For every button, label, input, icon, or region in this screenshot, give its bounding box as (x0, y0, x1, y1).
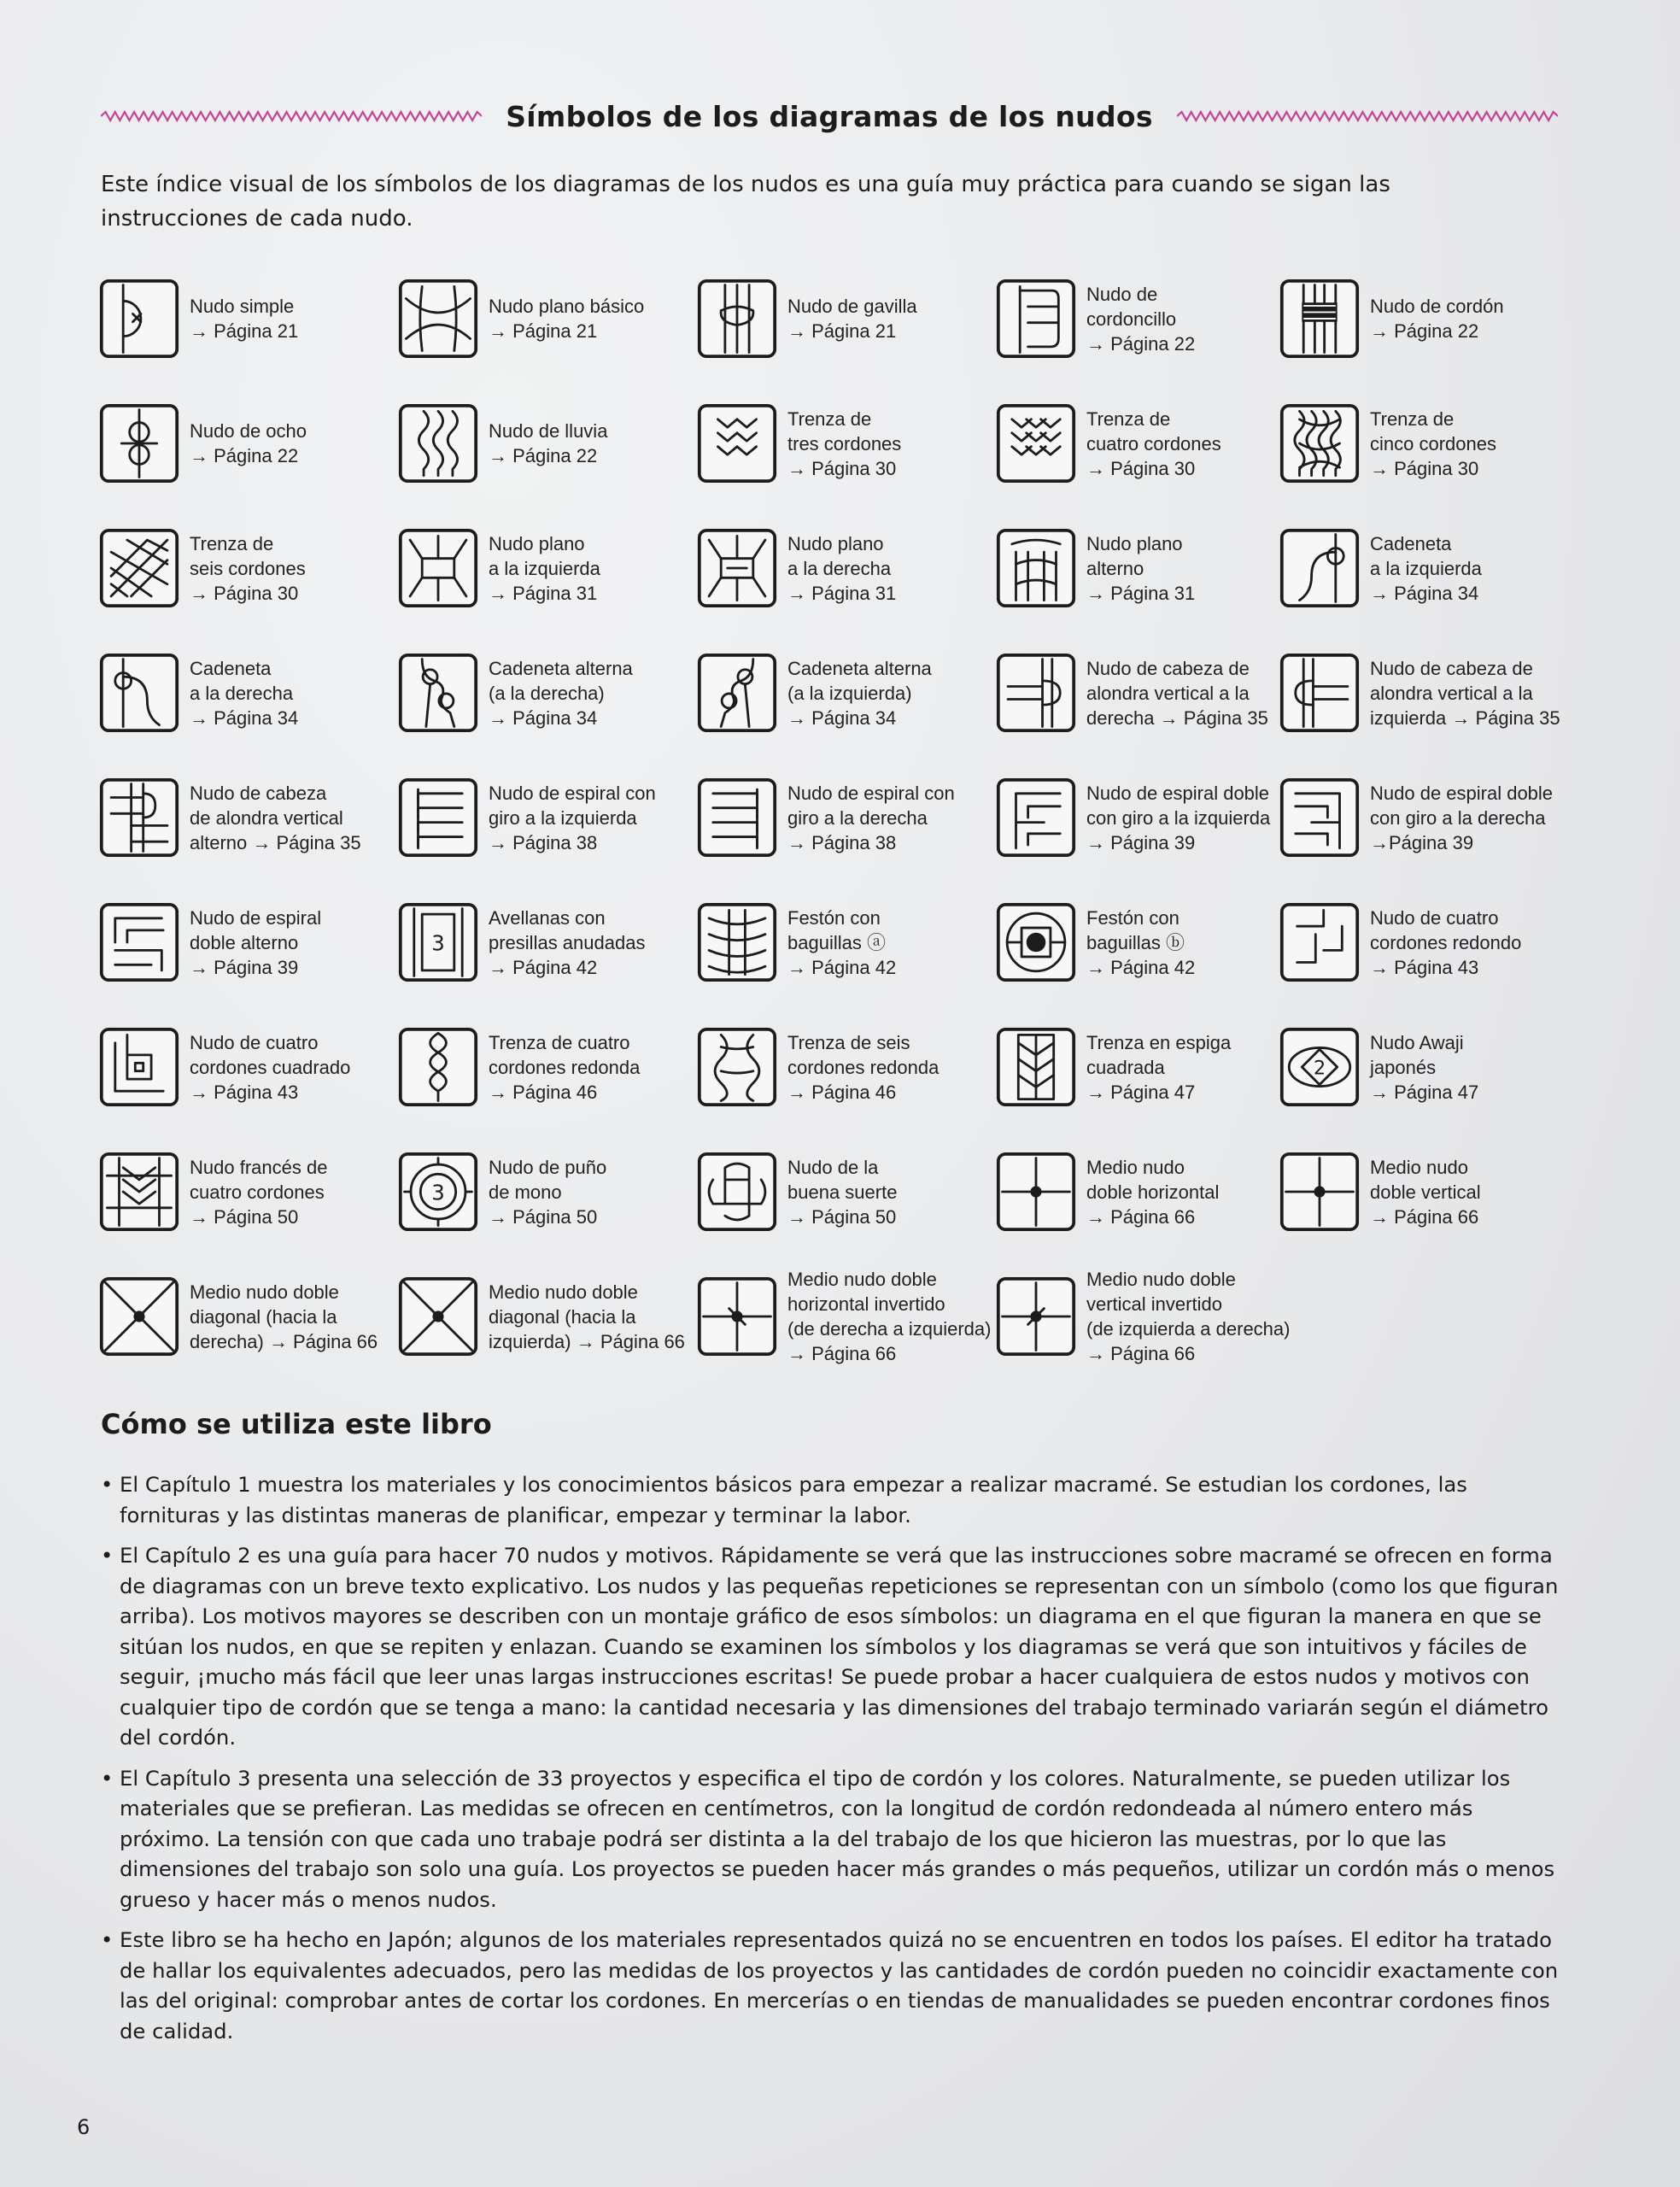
symbol-label-line: Nudo plano básico (489, 296, 645, 317)
symbol-label-line: → Página 66 (1370, 1205, 1479, 1228)
symbol-entry-alondra-izquierda (1279, 646, 1570, 740)
symbol-label-line: cuatro cordones (190, 1181, 325, 1203)
symbol-label-line: Trenza de cuatro (489, 1031, 630, 1053)
symbol-label-line: Trenza en espiga (1086, 1031, 1232, 1053)
symbol-label (489, 1280, 685, 1354)
symbol-label-line: seis cordones (190, 557, 306, 579)
section-heading: Cómo se utiliza este libro (101, 1408, 492, 1440)
espiral-doble-derecha-icon (1279, 777, 1360, 858)
espiral-doble-alterno-icon (99, 902, 179, 982)
symbol-label-line: Nudo de puño (489, 1156, 607, 1178)
symbol-entry-nudo-lluvia (398, 396, 688, 490)
symbol-label-line: → Página 34 (787, 707, 897, 729)
symbol-label (1086, 1030, 1231, 1105)
symbol-label (1086, 531, 1195, 606)
symbol-label-line: Nudo de cabeza de (1370, 657, 1533, 679)
symbol-label-line: Cadeneta alterna (787, 657, 932, 679)
symbol-label-line: → Página 47 (1086, 1081, 1196, 1103)
symbol-entry-trenza-seis-redonda (697, 1020, 987, 1114)
symbol-label (190, 656, 298, 730)
symbol-label (489, 419, 607, 468)
symbol-label-line: → Página 21 (489, 320, 598, 342)
symbol-label-line: Cadeneta (1370, 532, 1452, 554)
symbol-label-line: Nudo de espiral con (787, 782, 955, 804)
symbol-label-line: Nudo de cordón (1370, 296, 1504, 317)
symbol-label-line: → Página 66 (1086, 1343, 1196, 1364)
symbol-label-line: → Página 22 (1086, 332, 1196, 355)
page-header (101, 92, 1558, 140)
symbol-label-line: a la derecha (787, 557, 892, 579)
symbol-label-line: diagonal (hacia la (190, 1305, 337, 1328)
symbol-label (1086, 656, 1268, 730)
buena-suerte-icon (697, 1152, 777, 1232)
symbol-label (787, 1155, 897, 1229)
symbol-label-line: Cadeneta alterna (489, 657, 633, 679)
symbol-label-line: Trenza de seis (787, 1031, 910, 1053)
symbol-label-line: alondra vertical a la (1370, 682, 1533, 704)
symbol-label-line: presillas anudadas (489, 931, 646, 953)
alondra-alterno-icon (99, 777, 179, 858)
symbol-label-line: Nudo de espiral doble (1086, 782, 1270, 804)
symbol-label-line: izquierda → Página 35 (1370, 707, 1560, 729)
symbol-label (190, 906, 321, 980)
symbol-label (1086, 906, 1195, 980)
symbol-label (787, 407, 901, 481)
symbol-entry-trenza-seis (99, 521, 389, 615)
symbol-label-line: vertical invertido (1086, 1293, 1222, 1315)
usage-bullet-list (101, 1469, 1570, 2056)
symbol-label-line: → Página 43 (1370, 956, 1479, 978)
symbol-label-line: → Página 39 (190, 956, 299, 978)
bullet-chapter-2: • El Capítulo 2 es una guía para hacer 70 nudos y motivos. Rápidamente se verá que las instrucciones sobre macramé se ofrecen en forma de diagramas con un breve texto explicativo. Los nudos y las pequeñas repeticiones se representan con un símbolo (como los que figuran arriba). Los motivos mayores se describen con un montaje gráfico de esos símbolos: un diagrama en el que figuran la manera en que se sitúan los nudos, en que se repiten y enlazan. Cuando se examinen los símbolos y los diagramas se verá que son intuitivos y fáciles de seguir, ¡mucho más fácil que leer unas largas instrucciones escritas! Se puede probar a hacer cualquiera de estos nudos y motivos con cualquier tipo de cordón que se tenga a mano: la cantidad necesaria y las dimensiones del trabajo terminado variarán según el diámetro del cordón. (101, 1540, 1570, 1753)
symbol-label-line: → Página 38 (787, 831, 897, 853)
symbol-entry-nudo-simple (99, 272, 389, 366)
trenza-seis-redonda-icon (697, 1027, 777, 1107)
bullet-chapter-3: • El Capítulo 3 presenta una selección de 33 proyectos y especifica el tipo de cordón y los colores. Naturalmente, se pueden utilizar los materiales que se prefieran. Las medidas se ofrecen en centímetros, con la longitud de cordón redondeada al número entero más próximo. La tensión con que cada uno trabaje podrá ser distinta a la del trabajo de los que hicieron las muestras, por lo que las dimensiones del trabajo son solo una guía. Los proyectos se pueden hacer más grandes o más pequeños, utilizar un cordón más o menos grueso y hacer más o menos nudos. (101, 1763, 1570, 1915)
alondra-izquierda-icon (1279, 653, 1360, 733)
symbol-label-line: de mono (489, 1181, 562, 1203)
symbol-label-line: → Página 47 (1370, 1081, 1479, 1103)
symbol-label-line: → Página 42 (1086, 956, 1196, 978)
symbol-label (489, 906, 645, 980)
symbol-entry-nudo-gavilla (697, 272, 987, 366)
symbol-label-line: → Página 22 (489, 445, 598, 466)
symbol-label-line: giro a la izquierda (489, 806, 637, 829)
symbol-label-line: cordones redonda (489, 1056, 641, 1078)
symbol-label-line: Medio nudo doble (787, 1269, 937, 1290)
symbol-label (787, 531, 896, 606)
nudo-plano-basico-icon (398, 279, 478, 359)
symbol-entry-medio-horizontal (996, 1145, 1286, 1239)
horizontal-invertido-icon (697, 1276, 777, 1357)
symbol-label-line: Medio nudo (1086, 1156, 1185, 1178)
symbol-label-line: Nudo de espiral (190, 906, 322, 929)
symbol-label-line: Festón con (787, 906, 881, 929)
symbol-entry-alondra-derecha (996, 646, 1286, 740)
symbol-label-line: de alondra vertical (190, 806, 343, 829)
symbol-entry-avellanas (398, 895, 688, 989)
avellanas-icon (398, 902, 478, 982)
symbol-entry-espiral-doble-derecha (1279, 771, 1570, 865)
symbol-label-line: Trenza de (1086, 407, 1171, 430)
trenza-seis-icon (99, 528, 179, 608)
bullet-materials-note: • Este libro se ha hecho en Japón; algunos de los materiales representados quizá no se encuentren en todos los países. El editor ha tratado de hallar los equivalentes adecuados, pero las medidas de los proyectos y las cantidades de cordón pueden no coincidir exactamente con las del original: comprobar antes de cortar los cordones. En mercerías o en tiendas de manualidades se pueden encontrar cordones finos de calidad. (101, 1925, 1570, 2046)
page-number: 6 (77, 2115, 91, 2139)
symbol-entry-trenza-cinco (1279, 396, 1570, 490)
symbol-label-line: con giro a la derecha (1370, 806, 1546, 829)
nudo-cordoncillo-icon (996, 279, 1076, 359)
symbol-label-line: cuatro cordones (1086, 432, 1221, 454)
symbol-label-line: → Página 50 (489, 1205, 598, 1228)
puno-mono-icon (398, 1152, 478, 1232)
symbol-label-line: → Página 31 (1086, 582, 1196, 604)
symbol-label-line: → Página 34 (489, 707, 598, 729)
symbol-entry-medio-vertical (1279, 1145, 1570, 1239)
symbol-entry-trenza-cuatro-redonda (398, 1020, 688, 1114)
symbol-label-line: → Página 46 (489, 1081, 598, 1103)
symbol-entry-cuatro-cuadrado (99, 1020, 389, 1114)
symbol-label-line: → Página 42 (787, 956, 897, 978)
symbol-label-line: → Página 30 (190, 582, 299, 604)
nudo-ocho-icon (99, 403, 179, 484)
symbol-entry-nudo-cordoncillo (996, 272, 1286, 366)
symbol-entry-cuatro-redondo (1279, 895, 1570, 989)
symbol-entry-alondra-alterno (99, 771, 389, 865)
symbol-label-line: doble vertical (1370, 1181, 1481, 1203)
symbol-label (1370, 1030, 1478, 1105)
symbol-label-line: baguillas ⓐ (787, 931, 886, 953)
symbol-entry-feston-b (996, 895, 1286, 989)
symbol-label-line: derecha → Página 35 (1086, 707, 1268, 729)
symbol-label-line: Nudo plano (787, 532, 884, 554)
cadeneta-derecha-icon (99, 653, 179, 733)
symbol-label-line: → Página 50 (787, 1205, 897, 1228)
symbol-entry-plano-alterno (996, 521, 1286, 615)
trenza-cinco-icon (1279, 403, 1360, 484)
symbol-label-line: Medio nudo (1370, 1156, 1468, 1178)
symbol-label (489, 531, 600, 606)
plano-izquierda-icon (398, 528, 478, 608)
symbol-label (1370, 656, 1560, 730)
espiral-izquierda-icon (398, 777, 478, 858)
symbol-label (1086, 407, 1221, 481)
nudo-gavilla-icon (697, 279, 777, 359)
symbol-label-line: baguillas ⓑ (1086, 931, 1185, 953)
symbol-entry-frances-cuatro (99, 1145, 389, 1239)
symbol-label-line: → Página 22 (1370, 320, 1479, 342)
symbol-entry-plano-izquierda (398, 521, 688, 615)
symbol-entry-espiral-derecha (697, 771, 987, 865)
symbol-label-line: buena suerte (787, 1181, 898, 1203)
symbol-label-line: Nudo plano (489, 532, 585, 554)
espiga-cuadrada-icon (996, 1027, 1076, 1107)
symbol-label-line: Nudo plano (1086, 532, 1183, 554)
symbol-label-line: alterno → Página 35 (190, 831, 361, 853)
symbol-label (1370, 781, 1553, 855)
symbol-label-line: cinco cordones (1370, 432, 1496, 454)
symbol-label (489, 781, 656, 855)
symbol-label-line: → Página 66 (787, 1343, 897, 1364)
symbol-label (1370, 294, 1504, 343)
symbol-label (489, 656, 633, 730)
symbol-label (1370, 407, 1496, 481)
symbol-label (190, 419, 307, 468)
symbol-label-line: tres cordones (787, 432, 902, 454)
symbol-label-line: Nudo de cuatro (1370, 906, 1499, 929)
symbol-label (190, 531, 306, 606)
symbol-entry-diagonal-izquierda (398, 1269, 688, 1363)
cadeneta-alterna-derecha-icon (398, 653, 478, 733)
symbol-label (787, 656, 932, 730)
symbol-label-line: (a la izquierda) (787, 682, 912, 704)
symbol-label-line: Trenza de (1370, 407, 1455, 430)
symbol-label-line: → Página 22 (190, 445, 299, 466)
decorative-zigzag-right (1177, 109, 1558, 123)
svg-text:2: 2 (1313, 1057, 1326, 1080)
frances-cuatro-icon (99, 1152, 179, 1232)
symbol-label-line: diagonal (hacia la (489, 1305, 636, 1328)
symbol-entry-nudo-plano-basico (398, 272, 688, 366)
diagonal-izquierda-icon (398, 1276, 478, 1357)
symbol-label-line: horizontal invertido (787, 1293, 945, 1315)
symbol-label-line: giro a la derecha (787, 806, 928, 829)
page-title: Símbolos de los diagramas de los nudos (506, 99, 1153, 133)
symbol-label (190, 294, 298, 343)
symbol-label-line: → Página 30 (787, 457, 897, 479)
symbol-label-line: a la izquierda (489, 557, 600, 579)
symbol-label-line: → Página 66 (1086, 1205, 1196, 1228)
symbol-label (787, 1267, 991, 1366)
espiral-doble-izquierda-icon (996, 777, 1076, 858)
symbol-label-line: → Página 30 (1370, 457, 1479, 479)
symbol-label-line: Nudo de espiral doble (1370, 782, 1554, 804)
symbol-label (190, 1280, 378, 1354)
symbol-entry-puno-mono (398, 1145, 688, 1239)
symbol-entry-cadeneta-alterna-derecha (398, 646, 688, 740)
symbol-label (1086, 282, 1195, 356)
symbol-label-line: alondra vertical a la (1086, 682, 1250, 704)
symbol-label-line: izquierda) → Página 66 (489, 1330, 685, 1352)
symbol-label (787, 294, 917, 343)
symbol-label-line: Cadeneta (190, 657, 272, 679)
plano-derecha-icon (697, 528, 777, 608)
symbol-label-line: → Página 46 (787, 1081, 897, 1103)
symbol-label-line: → Página 21 (787, 320, 897, 342)
symbol-label (190, 781, 361, 855)
espiral-derecha-icon (697, 777, 777, 858)
symbol-label-line: Medio nudo doble (1086, 1269, 1236, 1290)
trenza-cuatro-icon (996, 403, 1076, 484)
symbol-label (489, 1030, 640, 1105)
symbol-label (1086, 1267, 1290, 1366)
symbol-label-line: → Página 34 (190, 707, 299, 729)
svg-text:3: 3 (431, 1180, 445, 1205)
symbol-entry-buena-suerte (697, 1145, 987, 1239)
symbol-entry-awaji (1279, 1020, 1570, 1114)
symbol-label (190, 1030, 350, 1105)
symbol-label-line: →Página 39 (1370, 831, 1474, 853)
diagonal-derecha-icon (99, 1276, 179, 1357)
nudo-cordon-icon (1279, 279, 1360, 359)
symbol-label-line: a la derecha (190, 682, 294, 704)
symbol-entry-cadeneta-alterna-izquierda (697, 646, 987, 740)
symbol-label (787, 1030, 939, 1105)
symbol-label (787, 781, 955, 855)
symbol-label-line: → Página 30 (1086, 457, 1196, 479)
symbol-index-grid (99, 272, 1560, 1382)
symbol-label-line: cuadrada (1086, 1056, 1165, 1078)
symbol-entry-diagonal-derecha (99, 1269, 389, 1363)
symbol-label-line: → Página 21 (190, 320, 299, 342)
awaji-icon (1279, 1027, 1360, 1107)
symbol-label-line: cordoncillo (1086, 308, 1177, 330)
symbol-entry-cadeneta-derecha (99, 646, 389, 740)
nudo-lluvia-icon (398, 403, 478, 484)
symbol-entry-horizontal-invertido (697, 1269, 992, 1364)
symbol-label-line: doble horizontal (1086, 1181, 1220, 1203)
symbol-label-line: Nudo de cabeza de (1086, 657, 1250, 679)
symbol-label-line: Medio nudo doble (489, 1281, 638, 1303)
symbol-label-line: → Página 31 (489, 582, 598, 604)
symbol-label-line: derecha) → Página 66 (190, 1330, 378, 1352)
symbol-entry-espiral-doble-izquierda (996, 771, 1286, 865)
trenza-tres-icon (697, 403, 777, 484)
symbol-label-line: Nudo de espiral con (489, 782, 656, 804)
medio-horizontal-icon (996, 1152, 1076, 1232)
symbol-label-line: Nudo de cabeza (190, 782, 327, 804)
intro-paragraph: Este índice visual de los símbolos de los diagramas de los nudos es una guía muy práctica para cuando se sigan las instrucciones de cada nudo. (101, 172, 1390, 232)
cadeneta-izquierda-icon (1279, 528, 1360, 608)
symbol-label-line: Trenza de (787, 407, 872, 430)
symbol-entry-trenza-tres (697, 396, 987, 490)
symbol-label-line: Avellanas con (489, 906, 606, 929)
symbol-label-line: Nudo de ocho (190, 420, 307, 442)
symbol-entry-nudo-ocho (99, 396, 389, 490)
symbol-entry-cadeneta-izquierda (1279, 521, 1570, 615)
symbol-label-line: cordones redondo (1370, 931, 1522, 953)
symbol-label (1370, 906, 1521, 980)
symbol-label (1370, 531, 1482, 606)
symbol-label-line: Nudo de (1086, 283, 1158, 305)
symbol-entry-espiga-cuadrada (996, 1020, 1286, 1114)
symbol-label (1370, 1155, 1481, 1229)
symbol-label-line: → Página 42 (489, 956, 598, 978)
symbol-entry-feston-a (697, 895, 987, 989)
symbol-label-line: (de izquierda a derecha) (1086, 1318, 1291, 1340)
cuatro-redondo-icon (1279, 902, 1360, 982)
symbol-label-line: Nudo de gavilla (787, 296, 917, 317)
vertical-invertido-icon (996, 1276, 1076, 1357)
symbol-label (190, 1155, 327, 1229)
symbol-label (489, 294, 644, 343)
symbol-label-line: Nudo de lluvia (489, 420, 608, 442)
trenza-cuatro-redonda-icon (398, 1027, 478, 1107)
medio-vertical-icon (1279, 1152, 1360, 1232)
cuatro-cuadrado-icon (99, 1027, 179, 1107)
symbol-label (1086, 781, 1270, 855)
symbol-label (787, 906, 896, 980)
nudo-simple-icon (99, 279, 179, 359)
feston-a-icon (697, 902, 777, 982)
symbol-label-line: a la izquierda (1370, 557, 1482, 579)
bullet-chapter-1: • El Capítulo 1 muestra los materiales y los conocimientos básicos para empezar a realizar macramé. Se estudian los cordones, las fornituras y las distintas maneras de planificar, empezar y terminar la labor. (101, 1469, 1570, 1530)
svg-text:3: 3 (431, 930, 445, 956)
symbol-label-line: Trenza de (190, 532, 274, 554)
symbol-entry-espiral-doble-alterno (99, 895, 389, 989)
symbol-label-line: → Página 38 (489, 831, 598, 853)
symbol-label-line: cordones redonda (787, 1056, 940, 1078)
feston-b-icon (996, 902, 1076, 982)
symbol-label-line: japonés (1370, 1056, 1437, 1078)
symbol-label-line: Nudo simple (190, 296, 295, 317)
symbol-label-line: Festón con (1086, 906, 1180, 929)
symbol-label-line: Nudo de cuatro (190, 1031, 319, 1053)
symbol-label-line: cordones cuadrado (190, 1056, 351, 1078)
plano-alterno-icon (996, 528, 1076, 608)
alondra-derecha-icon (996, 653, 1076, 733)
symbol-label-line: → Página 43 (190, 1081, 299, 1103)
decorative-zigzag-left (101, 109, 482, 123)
symbol-label-line: → Página 34 (1370, 582, 1479, 604)
symbol-entry-nudo-cordon (1279, 272, 1570, 366)
symbol-label-line: con giro a la izquierda (1086, 806, 1271, 829)
symbol-entry-plano-derecha (697, 521, 987, 615)
symbol-label-line: (de derecha a izquierda) (787, 1318, 992, 1340)
symbol-label-line: doble alterno (190, 931, 299, 953)
symbol-label-line: Nudo de la (787, 1156, 879, 1178)
symbol-label-line: (a la derecha) (489, 682, 605, 704)
symbol-label-line: Nudo francés de (190, 1156, 328, 1178)
symbol-label (489, 1155, 606, 1229)
symbol-label-line: → Página 50 (190, 1205, 299, 1228)
symbol-label (1086, 1155, 1219, 1229)
symbol-entry-vertical-invertido (996, 1269, 1291, 1364)
symbol-label-line: Nudo Awaji (1370, 1031, 1464, 1053)
symbol-label-line: alterno (1086, 557, 1144, 579)
symbol-entry-trenza-cuatro (996, 396, 1286, 490)
symbol-label-line: → Página 39 (1086, 831, 1196, 853)
symbol-label-line: → Página 31 (787, 582, 897, 604)
symbol-entry-espiral-izquierda (398, 771, 688, 865)
symbol-label-line: Medio nudo doble (190, 1281, 339, 1303)
cadeneta-alterna-izquierda-icon (697, 653, 777, 733)
